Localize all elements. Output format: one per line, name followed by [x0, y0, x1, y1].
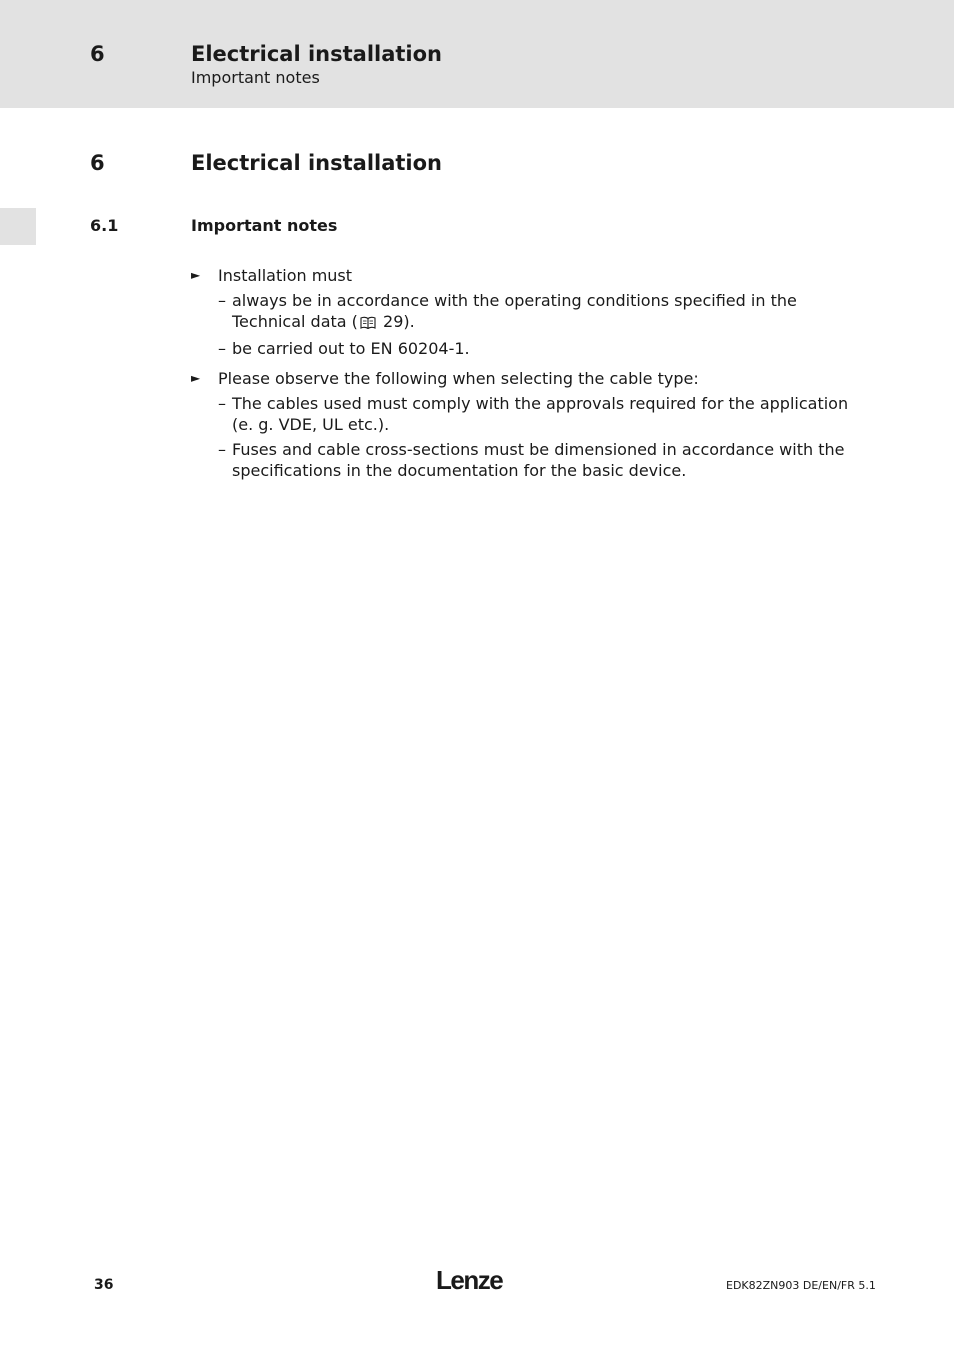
dash-marker: –: [218, 394, 226, 413]
subsection-title: Important notes: [191, 216, 338, 235]
book-icon: [360, 313, 376, 334]
sub-list-item: [218, 290, 871, 334]
sub-list-item-text: The cables used must comply with the approvals required for the application (e. g. VDE, UL etc.).: [232, 394, 849, 434]
sub-list-item: [218, 439, 871, 481]
page-number: 36: [94, 1277, 114, 1293]
sub-list-item-text-end: 29).: [377, 312, 415, 331]
dash-marker: –: [218, 291, 226, 310]
notes-list: [191, 265, 871, 490]
list-item-text: Installation must: [218, 266, 353, 285]
sub-list-item-text: be carried out to EN 60204-1.: [232, 339, 470, 358]
header-chapter-number: 6: [90, 42, 105, 66]
sub-list-item: [218, 393, 871, 435]
list-item: [191, 265, 871, 359]
header-chapter-title: Electrical installation: [191, 42, 442, 66]
document-id: EDK82ZN903 DE/EN/FR 5.1: [726, 1279, 876, 1292]
sub-list-item: [218, 338, 871, 359]
header-band: [0, 0, 954, 108]
dash-marker: –: [218, 339, 226, 358]
sub-list-item-text: always be in accordance with the operating conditions specified in the Technical data (: [232, 291, 797, 331]
dash-marker: –: [218, 440, 226, 459]
sub-list-item-text: Fuses and cable cross-sections must be dimensioned in accordance with the specifications in the documentation for the basic device.: [232, 440, 845, 480]
subsection-number: 6.1: [90, 216, 119, 235]
list-item-text: Please observe the following when selecting the cable type:: [218, 369, 699, 388]
side-tab-marker: [0, 208, 36, 245]
list-item: [191, 368, 871, 481]
section-number: 6: [90, 151, 105, 175]
section-title: Electrical installation: [191, 151, 442, 175]
header-subtitle: Important notes: [191, 68, 320, 87]
lenze-logo: Lenze: [436, 1265, 503, 1295]
bullet-marker: ►: [191, 268, 201, 282]
bullet-marker: ►: [191, 371, 201, 385]
